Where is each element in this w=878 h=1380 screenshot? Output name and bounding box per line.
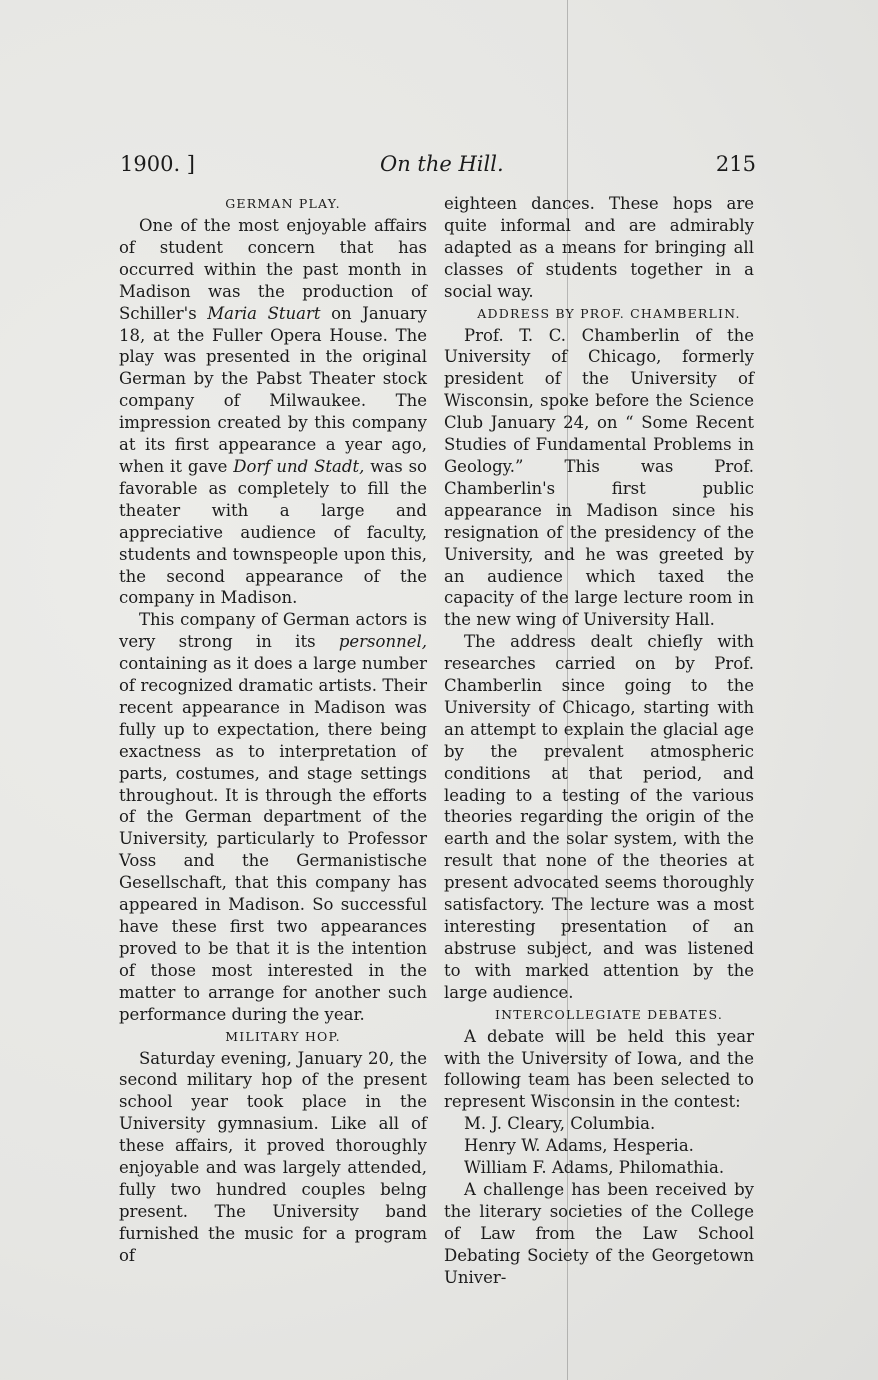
- word-personnel: personnel,: [338, 632, 427, 652]
- text-run: on January 18, at the Fuller Opera House. The play was presented in the original German by the Pabst Theater stock company of Milwaukee. The impression created by this company at its first appearance a year ago, when it gave: [119, 303, 427, 476]
- chamberlin-paragraph-2: The address dealt chiefly with researches carried on by Prof. Chamberlin since going to the University of Chicago, starting with an attempt to explain the glacial age by the prevalent atmospheric conditions at that period, and leading to a testing of the various theories regarding the origin of the earth and the solar system, with the result that none of the theories at present advocated seems thoroughly satisfactory. The lecture was a most interesting presentation of an abstruse subject, and was listened to with marked attention by the large audience.: [444, 632, 754, 1002]
- german-play-paragraph-2: [119, 609, 427, 1025]
- text-run: containing as it does a large number of recognized dramatic artists. Their recent appearance in Madison was fully up to expectation, there being exactness as to interpretation of parts, costumes, and stage settings throughout. It is through the efforts of the German department of the University, particularly to Professor Voss and the Germanistische Gesellschaft, that this company has appeared in Madison. So successful have these first two appearances proved to be that it is the intention of those most interested in the matter to arrange for another such performance during the year.: [119, 654, 427, 1024]
- play-title-dorf-und-stadt: Dorf und Stadt,: [233, 456, 365, 476]
- team-member: William F. Adams, Philomathia.: [464, 1158, 725, 1178]
- german-play-paragraph-1: [119, 215, 427, 609]
- section-heading-debates: INTERCOLLEGIATE DEBATES.: [494, 1006, 724, 1022]
- right-column: [444, 193, 754, 1289]
- section-heading-chamberlin: ADDRESS BY PROF. CHAMBERLIN.: [477, 305, 741, 321]
- page-number: 215: [715, 152, 756, 176]
- team-member: M. J. Cleary, Columbia.: [464, 1114, 656, 1134]
- text-run: This company of German actors is very strong in its: [119, 610, 427, 652]
- section-heading-military-hop: MILITARY HOP.: [225, 1028, 341, 1044]
- debates-paragraph-2: A challenge has been received by the literary societies of the College of Law from the Law School Debating Society of the Georgetown Univer-: [444, 1179, 754, 1287]
- text-run: was so favorable as completely to fill the theater with a large and appreciative audience of faculty, students and townspeople upon this, the second appearance of the company in Madison.: [119, 456, 427, 608]
- running-header: [120, 152, 756, 182]
- chamberlin-paragraph-1: Prof. T. C. Chamberlin of the University of Chicago, formerly president of the University of Wisconsin, spoke before the Science Club January 24, on “ Some Recent Studies of Fundamental Problems in Geology.” This was Prof. Chamberlin's first public appearance in Madison since his resignation of the presidency of the University, and he was greeted by an audience which taxed the capacity of the large lecture room in the new wing of University Hall.: [444, 325, 754, 630]
- play-title-maria-stuart: Maria Stuart: [207, 303, 321, 323]
- debates-paragraph-1: A debate will be held this year with the University of Iowa, and the following team has been selected to represent Wisconsin in the contest:: [444, 1026, 754, 1112]
- header-title: On the Hill.: [380, 152, 504, 176]
- text-run: One of the most enjoyable affairs of student concern that has occurred within the past month in Madison was the production of Schiller's: [119, 216, 427, 323]
- header-year: 1900. ]: [120, 152, 195, 176]
- left-column: [119, 193, 427, 1267]
- team-member: Henry W. Adams, Hesperia.: [464, 1136, 694, 1156]
- military-hop-paragraph: Saturday evening, January 20, the second military hop of the present school year took place in the University gymnasium. Like all of these affairs, it proved thoroughly enjoyable and was largely attended, fully two hundred couples belng present. The University band furnished the music for a program of: [119, 1048, 427, 1265]
- section-heading-german-play: GERMAN PLAY.: [225, 196, 341, 211]
- military-hop-continuation: eighteen dances. These hops are quite informal and are admirably adapted as a means for bringing all classes of students together in a social way.: [444, 194, 754, 301]
